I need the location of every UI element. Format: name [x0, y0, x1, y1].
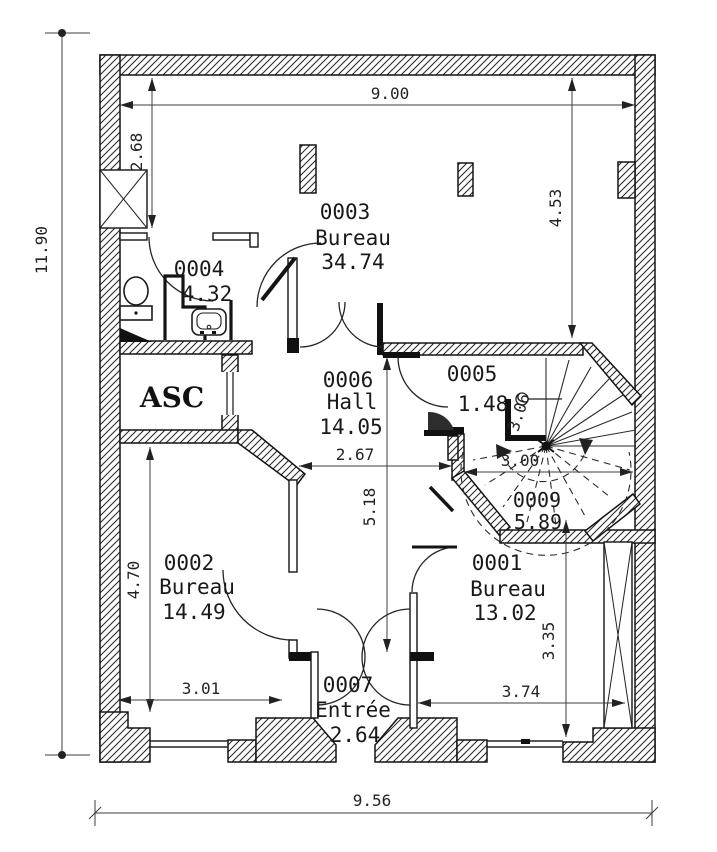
- column: [618, 162, 635, 198]
- column: [458, 163, 473, 196]
- dim-overall-height: 11.90: [32, 225, 51, 275]
- dim-upper-left: 2.68: [127, 132, 146, 172]
- door-arc-0001: [412, 547, 457, 592]
- room-number-0001: 0001: [471, 551, 523, 575]
- wall-0001-diagonal: [430, 487, 453, 511]
- wall-sill-left: [228, 740, 256, 762]
- room-number-0007: 0007: [322, 673, 374, 697]
- room-area-0006: 14.05: [319, 415, 383, 439]
- dim-0003-depth: 4.53: [546, 188, 565, 228]
- room-area-0009: 5.89: [513, 510, 563, 534]
- wall-diagonal-hall-0002: [238, 430, 305, 486]
- room-area-0001: 13.02: [473, 601, 537, 625]
- wall-0004-jamb-hook: [250, 233, 258, 247]
- room-number-0006: 0006: [322, 368, 374, 392]
- dim-top-interior: 9.00: [370, 84, 410, 103]
- dim-stair-depth: 3.06: [503, 391, 534, 434]
- dim-hall-width: 2.67: [335, 445, 375, 464]
- dim-0001-depth: 3.35: [539, 621, 558, 661]
- dim-0002-width: 3.01: [181, 679, 221, 698]
- column: [300, 145, 316, 193]
- columns: [300, 145, 635, 198]
- wall-right: [635, 55, 655, 762]
- room-name-0003: Bureau: [315, 226, 391, 250]
- wall-entrance-left: [256, 718, 336, 762]
- room-name-0002: Bureau: [159, 575, 235, 599]
- wall-top: [100, 55, 655, 75]
- toilet-icon: [124, 277, 148, 305]
- wall-hall-jamb-left: [288, 258, 297, 340]
- door-arc-0005: [398, 357, 448, 407]
- room-name-0007: Entrée: [315, 698, 391, 722]
- wall-0004-top-a: [120, 233, 147, 240]
- wall-jamb-block: [287, 338, 299, 353]
- room-area-0005: 1.48: [457, 392, 509, 416]
- wall-left: [100, 55, 120, 762]
- door-leaf-0005-closed: [383, 352, 420, 358]
- room-number-0005: 0005: [446, 362, 498, 386]
- room-number-0003: 0003: [319, 200, 371, 224]
- wall-0004-top-b: [213, 233, 250, 240]
- room-name-0006: Hall: [326, 390, 378, 414]
- wall-sill-right: [457, 740, 487, 762]
- door-leaf-stair: [428, 412, 454, 430]
- elevator-door-opening: [221, 372, 239, 415]
- wall-bottom-right-corner: [563, 728, 655, 762]
- room-area-0004: 4.32: [181, 282, 233, 306]
- dim-0001-width: 3.74: [501, 682, 541, 701]
- room-number-0009: 0009: [512, 488, 562, 512]
- wall-jamb-0007-right: [410, 652, 434, 661]
- dim-hall-depth: 5.18: [360, 487, 379, 527]
- room-area-0003: 34.74: [321, 250, 385, 274]
- room-number-0002: 0002: [163, 551, 215, 575]
- wall-shade: [120, 328, 152, 342]
- wall-stair-diagonal-lower-left: [452, 471, 510, 536]
- wall-stub-0005: [448, 436, 458, 460]
- window-mullion: [521, 739, 530, 744]
- dim-overall-width: 9.56: [352, 791, 392, 810]
- dim-stair-width: 3.00: [500, 451, 540, 470]
- wall-hall-0002: [289, 480, 297, 572]
- room-name-0001: Bureau: [470, 577, 546, 601]
- wall-bottom-left-corner: [100, 712, 150, 762]
- room-area-0007: 2.64: [329, 723, 381, 747]
- wall-stub: [424, 430, 458, 436]
- wall-stair-diagonal-upper-right: [580, 343, 641, 405]
- wall-elevator-bottom: [120, 430, 238, 443]
- wall-hall-top-left: [120, 341, 252, 354]
- room-number-0004: 0004: [173, 257, 225, 281]
- dim-0002-depth: 4.70: [124, 560, 143, 600]
- room-area-0002: 14.49: [162, 600, 226, 624]
- elevator-label: ASC: [139, 381, 205, 414]
- door-arc-hall-0003-left: [300, 302, 345, 347]
